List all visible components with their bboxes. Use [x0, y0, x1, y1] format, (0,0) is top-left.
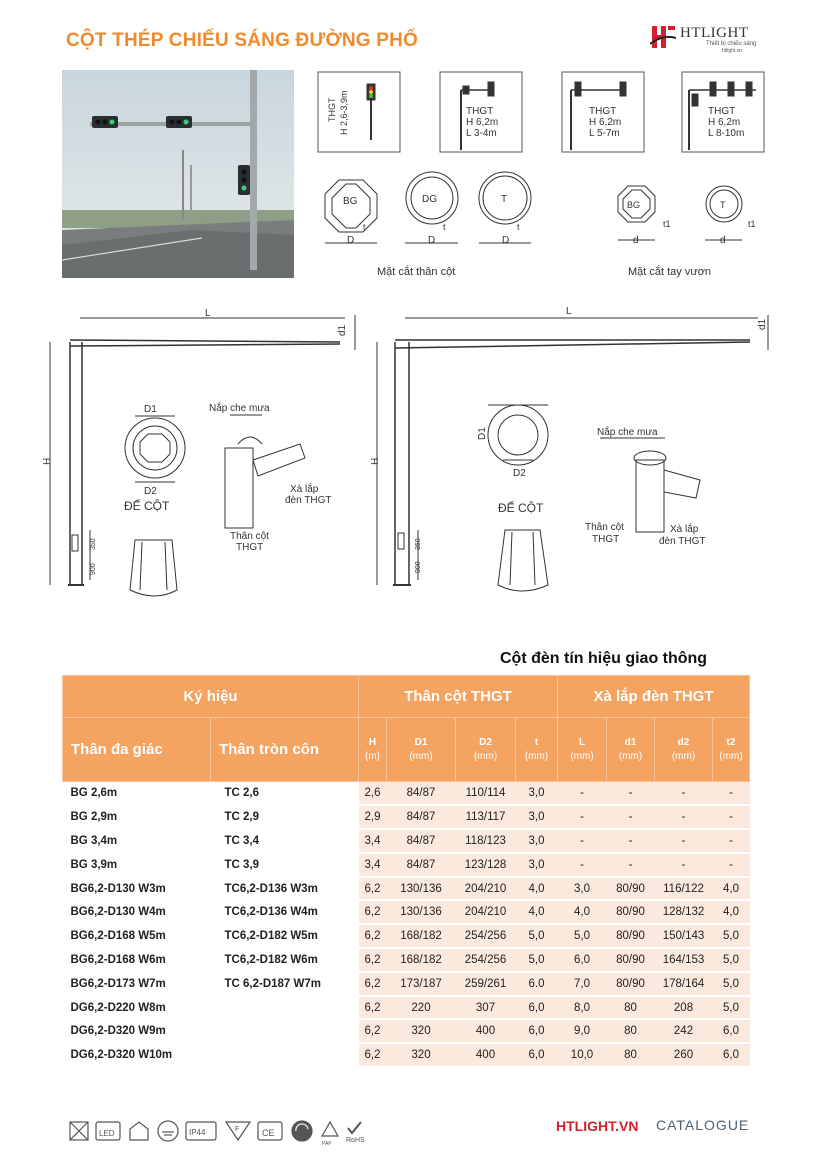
cell-round-code: TC 2,6 — [211, 782, 359, 806]
cell-value: 80/90 — [607, 877, 655, 901]
section-t-label: T — [501, 194, 508, 205]
cell-value: - — [713, 782, 750, 806]
cell-value: 3,4 — [359, 829, 387, 853]
cell-value: 123/128 — [456, 853, 516, 877]
cell-value: 3,0 — [516, 782, 558, 806]
cell-value: 6,2 — [359, 996, 387, 1020]
cell-value: 10,0 — [558, 1043, 607, 1067]
certification-icons — [66, 1116, 396, 1146]
cell-value: 7,0 — [558, 972, 607, 996]
header-polygon-body: Thân đa giác — [63, 718, 211, 782]
cell-polygon-code: BG6,2-D173 W7m — [63, 972, 211, 996]
f-mark-icon — [226, 1122, 250, 1140]
cell-polygon-code: BG 3,4m — [63, 829, 211, 853]
right-height-label: H — [370, 457, 381, 465]
table-row — [63, 829, 750, 853]
header-col: t (mm) — [516, 718, 558, 782]
cell-value: 2,6 — [359, 782, 387, 806]
section-bg-dim: D — [347, 235, 355, 246]
table-row — [63, 924, 750, 948]
cell-value: - — [558, 805, 607, 829]
right-350-label: 350 — [415, 538, 422, 550]
section-t-thick: t — [517, 222, 520, 232]
cell-round-code: TC 3,4 — [211, 829, 359, 853]
left-body-label-1: Thân cột — [230, 531, 269, 542]
right-length-label: L — [566, 306, 572, 317]
table-row — [63, 948, 750, 972]
cell-value: 5,0 — [516, 924, 558, 948]
cell-value: 168/182 — [387, 948, 456, 972]
table-row — [63, 1043, 750, 1067]
cell-value: 80/90 — [607, 900, 655, 924]
table-group-header-row — [63, 676, 750, 718]
right-body-label-1: Thân cột — [585, 522, 624, 533]
right-arm-label-2: đèn THGT — [659, 536, 706, 547]
cell-value: 204/210 — [456, 877, 516, 901]
cell-value: - — [607, 805, 655, 829]
cell-round-code: TC6,2-D136 W4m — [211, 900, 359, 924]
cell-value: 80 — [607, 1043, 655, 1067]
left-base-d2-label: D2 — [144, 486, 157, 497]
cell-value: 3,4 — [359, 853, 387, 877]
cell-value: 118/123 — [456, 829, 516, 853]
pole-3-label-2: H 6,2m — [589, 117, 622, 128]
cell-polygon-code: BG6,2-D130 W4m — [63, 900, 211, 924]
cell-value: 84/87 — [387, 829, 456, 853]
table-row — [63, 877, 750, 901]
cell-value: 80 — [607, 1019, 655, 1043]
header-col: d2 (mm) — [655, 718, 713, 782]
arm-section-bg-dim: d — [633, 235, 639, 246]
cell-value: 204/210 — [456, 900, 516, 924]
table-column-header-row — [63, 718, 750, 782]
body-section-caption: Mặt cắt thân cột — [377, 266, 456, 278]
left-body-label-2: THGT — [236, 542, 264, 553]
cell-value: 6.0 — [516, 972, 558, 996]
pole-2-label-1: THGT — [466, 106, 494, 117]
svg-text:CE: CE — [262, 1128, 275, 1138]
svg-text:LED: LED — [99, 1129, 115, 1138]
table-row — [63, 996, 750, 1020]
cell-value: - — [713, 805, 750, 829]
logo-tagline: Thiết bị chiếu sáng — [706, 41, 757, 47]
group-header-body: Thân cột THGT — [359, 676, 558, 718]
header-col: D1 (mm) — [387, 718, 456, 782]
pole-2-label-2: H 6,2m — [466, 117, 499, 128]
cell-value: 2,9 — [359, 805, 387, 829]
section-dg-thick: t — [443, 222, 446, 232]
cell-value: 400 — [456, 1019, 516, 1043]
header-col: L (mm) — [558, 718, 607, 782]
table-title: Cột đèn tín hiệu giao thông — [500, 650, 708, 667]
cell-value: 254/256 — [456, 948, 516, 972]
recycle-arrow-icon — [292, 1121, 312, 1141]
left-base-label: ĐẾ CỘT — [124, 499, 170, 513]
technical-drawings — [0, 60, 815, 620]
cell-value: 6,0 — [516, 996, 558, 1020]
table-row — [63, 853, 750, 877]
left-length-label: L — [205, 308, 211, 319]
cell-value: 3,0 — [558, 877, 607, 901]
pap-icon — [322, 1122, 338, 1146]
cell-value: 80/90 — [607, 924, 655, 948]
cell-round-code: TC6,2-D136 W3m — [211, 877, 359, 901]
arm-section-t-label: T — [720, 200, 726, 210]
section-bg-label: BG — [343, 196, 358, 207]
pole-3-label-3: L 5-7m — [589, 128, 620, 139]
header-col: d1 (mm) — [607, 718, 655, 782]
right-arm-label-1: Xà lắp — [670, 524, 699, 535]
ce-mark-icon — [258, 1122, 282, 1140]
left-arm-label-2: đèn THGT — [285, 495, 332, 506]
cell-value: 4,0 — [558, 900, 607, 924]
cell-value: 84/87 — [387, 782, 456, 806]
arm-section-bg-thick: t1 — [663, 219, 671, 229]
arm-section-bg-label: BG — [627, 200, 641, 210]
cell-value: 178/164 — [655, 972, 713, 996]
cell-value: 5,0 — [516, 948, 558, 972]
cell-value: 208 — [655, 996, 713, 1020]
cell-value: 6,0 — [713, 1043, 750, 1067]
cell-value: 80 — [607, 996, 655, 1020]
cell-round-code: TC 3,9 — [211, 853, 359, 877]
cell-value: 5,0 — [558, 924, 607, 948]
header-round-body: Thân tròn côn — [211, 718, 359, 782]
header-col: t2 (mm) — [713, 718, 750, 782]
cell-value: 4,0 — [516, 900, 558, 924]
cell-value: - — [655, 805, 713, 829]
cell-value: - — [655, 782, 713, 806]
recycle-bin-icon — [70, 1122, 88, 1140]
cell-value: 173/187 — [387, 972, 456, 996]
right-body-label-2: THGT — [592, 534, 620, 545]
cell-value: 6,0 — [713, 1019, 750, 1043]
cell-value: 113/117 — [456, 805, 516, 829]
cell-value: 5,0 — [713, 972, 750, 996]
cell-value: 6,2 — [359, 1019, 387, 1043]
cell-round-code: TC 6,2-D187 W7m — [211, 972, 359, 996]
svg-text:F: F — [235, 1126, 240, 1133]
cell-value: 5,0 — [713, 924, 750, 948]
left-900-label: 900 — [90, 563, 97, 575]
cell-value: - — [655, 829, 713, 853]
cell-value: - — [558, 782, 607, 806]
cell-value: 130/136 — [387, 877, 456, 901]
cell-value: 9,0 — [558, 1019, 607, 1043]
cell-value: 6,2 — [359, 948, 387, 972]
cell-value: 150/143 — [655, 924, 713, 948]
cell-polygon-code: BG6,2-D168 W5m — [63, 924, 211, 948]
right-d1-label: d1 — [757, 318, 768, 330]
cell-value: - — [558, 853, 607, 877]
cell-round-code — [211, 1043, 359, 1067]
cell-value: 6,0 — [516, 1019, 558, 1043]
cell-value: - — [655, 853, 713, 877]
right-base-d1-label: D1 — [477, 427, 488, 440]
cell-value: 164/153 — [655, 948, 713, 972]
cell-value: 242 — [655, 1019, 713, 1043]
svg-text:RoHS: RoHS — [346, 1137, 365, 1144]
cell-value: 260 — [655, 1043, 713, 1067]
arm-section-t-dim: d — [720, 235, 726, 246]
cell-value: 6,0 — [516, 1043, 558, 1067]
cell-round-code: TC 2,9 — [211, 805, 359, 829]
left-height-label: H — [42, 457, 53, 465]
cell-value: 6,0 — [558, 948, 607, 972]
cell-value: 6,2 — [359, 900, 387, 924]
group-header-arm: Xà lắp đèn THGT — [558, 676, 750, 718]
led-icon — [96, 1122, 120, 1140]
cell-round-code: TC6,2-D182 W6m — [211, 948, 359, 972]
right-cap-label: Nắp che mưa — [597, 427, 658, 438]
cell-polygon-code: BG 2,9m — [63, 805, 211, 829]
cell-value: 307 — [456, 996, 516, 1020]
cell-value: 4,0 — [713, 900, 750, 924]
section-t-dim: D — [502, 235, 510, 246]
pole-4-label-2: H 6,2m — [708, 117, 741, 128]
cell-value: 3,0 — [516, 829, 558, 853]
cell-value: 84/87 — [387, 853, 456, 877]
left-350-label: 350 — [90, 538, 97, 550]
cell-value: 110/114 — [456, 782, 516, 806]
cell-polygon-code: DG6,2-D320 W10m — [63, 1043, 211, 1067]
table-row — [63, 782, 750, 806]
cell-polygon-code: DG6,2-D320 W9m — [63, 1019, 211, 1043]
group-header-code: Ký hiệu — [63, 676, 359, 718]
cell-value: - — [713, 829, 750, 853]
cell-polygon-code: BG6,2-D168 W6m — [63, 948, 211, 972]
cell-value: 168/182 — [387, 924, 456, 948]
home-icon — [130, 1122, 148, 1140]
cell-value: 4,0 — [516, 877, 558, 901]
header-col: H (m) — [359, 718, 387, 782]
cell-polygon-code: BG6,2-D130 W3m — [63, 877, 211, 901]
cell-value: - — [607, 782, 655, 806]
left-pole-drawing — [50, 315, 355, 596]
table-body — [63, 782, 750, 1068]
left-cap-label: Nắp che mưa — [209, 403, 270, 414]
cell-value: 5,0 — [713, 996, 750, 1020]
section-dg-label: DG — [422, 194, 437, 205]
footer-brand: HTLIGHT.VN — [556, 1118, 639, 1134]
cell-value: 220 — [387, 996, 456, 1020]
cell-value: 5,0 — [713, 948, 750, 972]
section-bg-thick: t — [363, 222, 366, 232]
cell-round-code — [211, 996, 359, 1020]
cell-value: - — [713, 853, 750, 877]
cell-value: 6,2 — [359, 877, 387, 901]
footer-catalogue-label: CATALOGUE — [656, 1117, 750, 1133]
cell-value: - — [607, 853, 655, 877]
table-row — [63, 805, 750, 829]
cell-round-code — [211, 1019, 359, 1043]
section-dg-dim: D — [428, 235, 436, 246]
table-row — [63, 1019, 750, 1043]
cell-polygon-code: DG6,2-D220 W8m — [63, 996, 211, 1020]
left-base-d1-label: D1 — [144, 404, 157, 415]
ip44-icon — [186, 1122, 216, 1140]
table-row — [63, 900, 750, 924]
pole-1-label-2: H 2,6-3,9m — [339, 90, 349, 135]
cell-value: 130/136 — [387, 900, 456, 924]
cell-value: 128/132 — [655, 900, 713, 924]
cell-value: 6,2 — [359, 924, 387, 948]
cell-value: 400 — [456, 1043, 516, 1067]
cell-value: 4,0 — [713, 877, 750, 901]
cell-value: 254/256 — [456, 924, 516, 948]
svg-text:PAP: PAP — [322, 1141, 332, 1146]
pole-4-label-1: THGT — [708, 106, 736, 117]
cell-value: 3,0 — [516, 853, 558, 877]
pole-4-label-3: L 8-10m — [708, 128, 745, 139]
pole-1-label-1: THGT — [327, 97, 337, 122]
rohs-icon — [346, 1122, 365, 1144]
pole-2-label-3: L 3-4m — [466, 128, 497, 139]
svg-text:IP44: IP44 — [189, 1128, 206, 1137]
left-arm-label-1: Xà lắp — [290, 484, 319, 495]
pole-3-label-1: THGT — [589, 106, 617, 117]
cell-value: 80/90 — [607, 948, 655, 972]
arm-section-t-thick: t1 — [748, 219, 756, 229]
cell-value: 3,0 — [516, 805, 558, 829]
htlight-logo-icon — [650, 24, 676, 50]
cell-polygon-code: BG 2,6m — [63, 782, 211, 806]
cell-value: 116/122 — [655, 877, 713, 901]
cell-polygon-code: BG 3,9m — [63, 853, 211, 877]
right-base-d2-label: D2 — [513, 468, 526, 479]
cell-value: 320 — [387, 1043, 456, 1067]
spec-table — [62, 675, 750, 1068]
cell-value: 6,2 — [359, 972, 387, 996]
ground-icon — [158, 1121, 178, 1141]
left-d1-label: d1 — [337, 324, 348, 336]
cell-round-code: TC6,2-D182 W5m — [211, 924, 359, 948]
header-col: D2 (mm) — [456, 718, 516, 782]
arm-section-caption: Mặt cắt tay vươn — [628, 266, 712, 278]
cell-value: - — [558, 829, 607, 853]
logo-url: htlight.vn — [722, 48, 743, 54]
page-title: CỘT THÉP CHIẾU SÁNG ĐƯỜNG PHỐ — [66, 30, 419, 51]
cell-value: - — [607, 829, 655, 853]
cell-value: 84/87 — [387, 805, 456, 829]
right-900-label: 900 — [415, 561, 422, 573]
cell-value: 259/261 — [456, 972, 516, 996]
right-base-label: ĐẾ CỘT — [498, 501, 544, 515]
cell-value: 80/90 — [607, 972, 655, 996]
logo-name: HTLIGHT — [680, 25, 749, 41]
cell-value: 8,0 — [558, 996, 607, 1020]
brand-logo — [650, 22, 760, 54]
table-row — [63, 972, 750, 996]
cell-value: 6,2 — [359, 1043, 387, 1067]
cell-value: 320 — [387, 1019, 456, 1043]
right-pole-drawing — [377, 315, 768, 591]
